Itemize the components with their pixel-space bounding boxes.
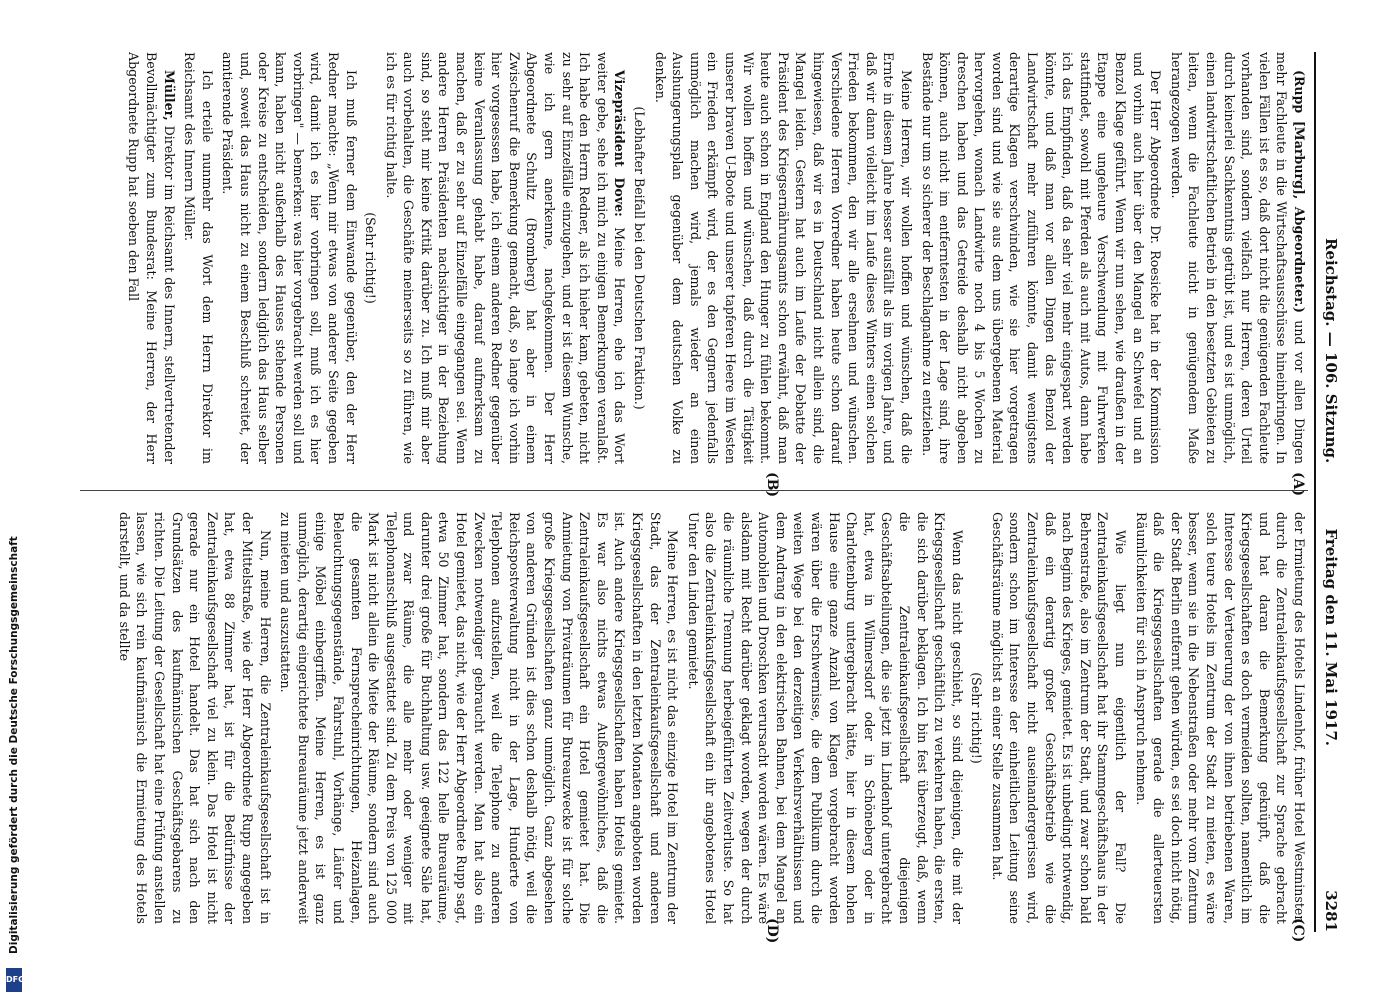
paragraph	[651, 52, 915, 464]
paragraph-text: Meine Herren, ehe ich das Wort weiter gebe, sehe ich mich zu einigen Bemerkungen veranlaßt. Ich habe den Herrn Redner, als ich hieher kam, gebeten, nicht zu sehr auf Einzelfälle einzugehen, und er ist diesem Wunsche, wie ich gern anerkenne, nachgekommen. Der Herr Abgeordnete Schultz (Bromberg) hat aber in einem Zwischenruf die Bemerkung gemacht, daß, so lange ich vorhin hier vorgesessen habe, ich einem anderen Redner gegenüber keine Veranlassung gehabt habe, darauf aufmerksam zu machen, daß er zu sehr auf Einzelfälle eingegangen sei. Wenn andere Herren Präsidenten nachsichtiger in der Beziehung sind, so steht mir keine Kritik darüber zu. Ich muß mir aber auch vorbehalten, die Geschäfte meinerseits so zu führen, wie ich es für richtig halte.	[383, 52, 628, 464]
paragraph	[918, 52, 1164, 464]
paragraph-text: Wie liegt nun eigentlich der Fall? Die Zentraleinkaufsgesellschaft hat ihr Stammgeschäftshaus in der Behrenstraße, also im Zentrum der Stadt, und zwar schon bald nach Beginn des Krieges, gemietet. Es ist unbedingt notwendig, daß ein derartig großer Geschäftsbetrieb wie die Zentraleinkaufsgesellschaft nicht auseinandergerissen wird, sondern schon im Interesse der einheitlichen Leitung seine Geschäftsräume möglichst an einer Stelle zusammen hat.	[989, 512, 1129, 924]
interjection	[630, 52, 648, 464]
margin-marker-b: (B)	[764, 472, 780, 498]
paragraph-text: Direktor im Reichsamt des Innern, stellvertretender Bevollmächtigter zum Bundesrat: Meine Herren, der Herr Abgeordnete Rupp hat soeben den Fall	[126, 52, 177, 464]
dfg-logo: DFG	[6, 968, 22, 992]
speaker-name: Vizepräsident Dove:	[612, 70, 628, 217]
margin-marker-c: (C)	[1290, 918, 1306, 943]
header-rule	[1314, 52, 1316, 932]
page-number: 3281	[1322, 890, 1340, 932]
paragraph	[1132, 512, 1308, 924]
digitization-note: Digitalisierung gefördert durch die Deutsche Forschungsgemeinschaft	[8, 536, 20, 954]
paragraph-text: und vor allen Dingen mehr Fachleute in die Wirtschaftsausschüsse hineinbringen. In vielen Fällen ist es so, daß dort nicht die genügenden Fachleute vorhanden sind, sondern vielfach nur Herren, deren Urteil durch keinerlei Sachkenntnis getrübt ist, und es ist unmöglich, einen landwirtschaftlichen Betrieb in den besetzten Gebieten zu leiten, wenn die Fachleute nicht in genügendem Maße herangezogen werden.	[1168, 52, 1307, 464]
paragraph-text: Nun, meine Herren, die Zentraleinkaufsgesellschaft ist in der Mittelstraße, wie der Herr Abgeordnete Rupp angegeben hat, etwa 88 Zimmer hat, ist für die Bedürfnisse der Zentraleinkaufsgesellschaft viel zu klein. Das Hotel ist nicht gerade nur ein Hotel handelt. Das hat sich nach den Grundsätzen des kaufmännischen Geschäftsgebarens zu richten. Die Leitung der Gesellschaft hat eine Prüfung anstellen lassen, wie sich rein kaufmännisch die Ermietung des Hotels darstellt, und da stellte	[116, 512, 273, 924]
paragraph	[115, 512, 273, 924]
paragraph	[181, 52, 216, 464]
paragraph-text: Ich muß ferner dem Einwande gegenüber, den der Herr Redner machte: „Wenn mir etwas von anderer Seite gegeben wird, damit ich es hier vorbringen soll, muß ich es hier vorbringen" — bemerken: was hier vorgebracht werden soll und kann, haben nicht außerhalb des Hauses stehende Personen oder Kreise zu entscheiden, sondern lediglich das Haus selber und, soweit das Haus nicht zu einem Beschluß schreitet, der amtierende Präsident.	[220, 52, 359, 464]
paragraph	[125, 52, 178, 464]
paragraph	[1167, 52, 1308, 464]
speaker-name: (Rupp [Marburg], Abgeordneter.)	[1292, 70, 1307, 313]
paragraph-text: (Lebhafter Beifall bei den Deutschen Fraktion.)	[632, 106, 648, 410]
paragraph	[277, 512, 682, 924]
margin-marker-a: (A)	[1290, 472, 1306, 497]
header-date: Freitag den 11. Mai 1917.	[1322, 528, 1340, 747]
paragraph-text: (Sehr richtig!)	[363, 212, 379, 304]
paragraph-text: Meine Herren, wir wollen hoffen und wünschen, daß die Ernte in diesem Jahre besser ausfällt als im vorigen Jahre, und daß wir dann vielleicht im Laufe dieses Winters einen solchen Frieden bekommen, den wir alle ersehnen und wünschen. Verschiedene Herren Vorredner haben heute schon darauf hingewiesen, daß wir es in Deutschland nicht allein sind, die Mangel leiden. Gestern hat auch im Laufe der Debatte der Präsident des Kriegsernährungsamts schon erwähnt, daß man heute auch schon in England den Hunger zu fühlen bekommt. Wir wollen hoffen und wünschen, daß durch die Tätigkeit unserer braven U-Boote und unserer tapferen Heere im Westen ein Frieden erkämpft wird, der es den Gegnern jedenfalls unmöglich machen wird, jemals wieder an einen Aushungerungsplan gegenüber dem deutschen Volke zu denken.	[652, 52, 914, 464]
margin-marker-d: (D)	[764, 918, 780, 944]
paragraph	[988, 512, 1129, 924]
paragraph	[684, 512, 966, 924]
left-column	[80, 52, 1308, 464]
column-divider	[80, 490, 1308, 491]
paragraph	[382, 52, 628, 464]
page-header	[1318, 52, 1340, 932]
paragraph-text: Wenn das nicht geschieht, so sind diejenigen, die mit der Kriegsgesellschaft geschäftlich zu verkehren haben, die ersten, die sich darüber beklagen. Ich bin fest überzeugt, daß, wenn die Zentraleinkaufsgesellschaft diejenigen Geschäftsabteilungen, die sie jetzt im Lindenhof untergebracht hat, etwa in Wilmersdorf oder in Schöneberg oder in Charlottenburg untergebracht hätte, hier in diesem hohen Hause eine ganze Anzahl von Klagen vorgebracht worden wären über die Erschwernisse, die dem Publikum durch die weiten Wege bei den derzeitigen Verkehrsverhältnissen und dem Andrang in den elektrischen Bahnen, bei dem Mangel an Automobilen und Droschken verursacht worden wären. Es wäre alsdann mit Recht darüber geklagt worden, wegen der durch die räumliche Trennung herbeigeführten Zeitverluste. So hat also die Zentraleinkaufsgesellschaft ein ihr angebotenes Hotel Unter den Linden gemietet.	[685, 512, 965, 924]
digitization-footer	[6, 12, 24, 992]
interjection	[362, 52, 380, 464]
paragraph-text: der Ermietung des Hotels Lindenhof, früher Hotel Westminster, durch die Zentraleinkaufsgesellschaft zur Sprache gebracht und hat daran die Bemerkung geknüpft, daß die Kriegsgesellschaften es doch vermeiden sollten, namentlich im Interesse der Verteuerung der von ihnen betriebenen Waren, solch teure Hotels im Zentrum der Stadt zu mieten, es wäre besser, wenn sie in die Nebenstraßen oder mehr vom Zentrum der Stadt Berlin entfernt gehen würden, es sei doch nicht nötig, daß die Kriegsgesellschaften gerade die allerteuersten Räumlichkeiten für sich in Anspruch nehmen.	[1133, 512, 1307, 924]
paragraph-text: Meine Herren, es ist nicht das einzige Hotel im Zentrum der Stadt, das der Zentraleinkaufsgesellschaft und anderen Kriegsgesellschaften in den letzten Monaten angeboten worden ist. Auch andere Kriegsgesellschaften haben Hotels gemietet. Es war also nichts etwas Außergewöhnliches, daß die Zentraleinkaufsgesellschaft ein Hotel gemietet hat. Die Anmietung von Privaträumen für Bureauzwecke ist für solche große Kriegsgesellschaften ganz unmöglich. Ganz abgesehen von anderen Gründen ist dies schon deshalb nötig, weil die Reichspostverwaltung nicht in der Lage, Hunderte von Telephonen aufzustellen, weil die Telephone zu anderen Zwecken notwendiger gebraucht werden. Man hat also ein Hotel gemietet, das nicht, wie der Herr Abgeordnete Rupp sagt, etwa 50 Zimmer hat, sondern das 122 helle Bureauräume, darunter drei große für Buchhaltung usw. geeignete Säle hat, und zwar Räume, die alle mehr oder weniger mit Telephonanschluß ausgestattet sind. Zu dem Preis von 125 000 Mark ist nicht allein die Miete der Räume, sondern sind auch die gesamten Fernsprecheinrichtungen, Heizanlagen, Beleuchtungsgegenstände, Fahrstuhl, Vorhänge, Läufer und einige Möbel einbegriffen. Meine Herren, es ist ganz unmöglich, derartig eingerichtete Bureauräume jetzt anderweit zu mieten und auszustatten.	[278, 512, 681, 924]
header-session-title: Reichstag. — 106. Sitzung.	[1322, 237, 1340, 464]
paragraph	[219, 52, 360, 464]
paragraph-text: (Sehr richtig!)	[969, 672, 985, 764]
document-page	[70, 52, 1340, 944]
right-column	[80, 512, 1308, 924]
interjection	[968, 512, 986, 924]
paragraph-text: Der Herr Abgeordnete Dr. Roesicke hat in der Kommission und vorhin auch hier über den Mangel an Schwefel und an Benzol Klage geführt. Wenn wir nun sehen, wie draußen in der Etappe eine ungeheure Verschwendung mit Fuhrwerken stattfindet, sowohl mit Pferden als auch mit Autos, dann habe ich das Empfinden, daß da sehr viel mehr eingespart werden könnte, und daß man vor allen Dingen das Benzol der Landwirtschaft mehr zuführen könnte, damit wenigstens derartige Klagen verschwinden, wie sie hier vorgetragen worden sind und wie sie aus dem uns übergebenen Material hervorgehen, wonach Landwirte noch 4 bis 5 Wochen zu dreschen haben und das Getreide deshalb nicht abgeben können, auch nicht im entferntesten in der Lage sind, ihre Bestände nur um so sicherer der Beschlagnahme zu entziehen.	[919, 52, 1164, 464]
speaker-name: Müller,	[161, 70, 177, 121]
paragraph-text: Ich erteile nunmehr das Wort dem Herrn Direktor im Reichsamt des Innern Müller.	[182, 52, 215, 464]
